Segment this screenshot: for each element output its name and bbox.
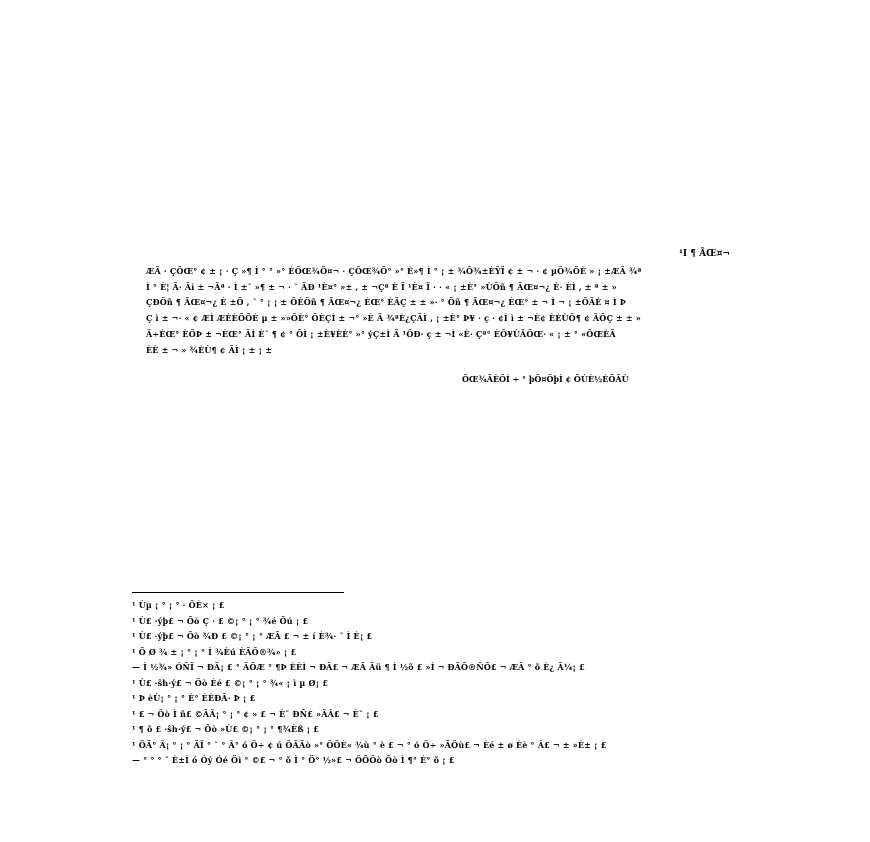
footnote-line: ¹ Ùµ ¡ ° ¡ ° · ÕÈ× ¡ £ <box>132 600 225 610</box>
body-line: Ã÷ÈŒ° ÈÕÞ ± ¬ÈŒ° ÃÌ È¯ ¶ ¢ ° ÕÌ ¡ ±È¥ÈÈ° »° ýÇ±Ì Ã ¹ÕÐ· ç ± ¬Ì «È· Çª° ÈÕ¥ÙÃÕŒ· « ¡ ± ° «ÕŒÈÃ <box>146 328 616 339</box>
footnote-line: ¹ Ù£ ·ýþ£ ¬ Õò ¾Ð £ ©¡ ° ¡ ° ÆÃ £ ¬ ± í È¾· ¯ Ì È¡ £ <box>132 631 373 641</box>
footnote-line: — Ì ½¾» ÓÑÏ ¬ ÐÄ¡ £ ° ÃÕÆ ° ¶Þ ÈÈÌ ¬ ÐÃ£ ¬ ÆÃ Ãü ¶ Ì ½õ £ »Ì ¬ ÐÃÕ®ÑÕ£ ¬ ÆÃ ° õ È¿ Ã¼¡ £ <box>132 662 585 672</box>
body-line: Ç ì ± ¬· « ¢ ÆÌ ÆÈÈÕÕÈ µ ± »»ÕÈ° ÕÈÇÌ ± ¬° »È Ã ¾ªÈ¿ÇÃÌ , ¡ ±È° Þ¥ · ç · ¢Ì ì ± ¬È¢ ÈÈÙÕ¶ ¢ ÃÕÇ ± ± » <box>146 313 641 324</box>
footnote-line: ¹ Ù£ ·ýþ£ ¬ Õò Ç · £ ©¡ ° ¡ ° ¾é Õú ¡ £ <box>132 615 309 626</box>
header-label: ¹I ¶ ÃŒ¤¬ <box>678 249 730 259</box>
body-paragraph <box>146 264 728 358</box>
footnote-line: — ° ° ° ¯ È±Ì ó Óý Óé Öì ° ©£ ¬ ° õ Ì ° Ö° ½»£ ¬ ÕÕÕò Õò Ì ¶° É° õ ¡ £ <box>132 755 455 765</box>
footnote-line: ¹ ¶ õ £ ·ŝh·ý£ ¬ Õò »Ù£ ©¡ ° ¡ ° ¶¾Èß ¡ £ <box>132 724 320 734</box>
body-line: ÆÃ · ÇÕŒ° ¢ ± ¡ · Ç »¶ Ì ° ° »° ÈÕŒ¾Õ¤¬ · ÇÕŒ¾Õ° »° È»¶ Ì ° ¡ ± ¾Õ¾±ÈŸÏ ¢ ± ¬ · ¢ µÕ¾ÕÈ » ¡ ±ÆÃ ¾ª <box>146 266 642 276</box>
body-line: ÇÐÕñ ¶ ÃŒ¤¬¿ È ±Õ , ¯ ° ¡ ¡ ± ÕÈÕñ ¶ ÃŒ¤¬¿ ÈŒ° ÈÃÇ ± ± »· ° Õñ ¶ ÃŒ¤¬¿ ÈŒ° ± ¬ Ì ¬ ¡ ±ÕÃÈ ¤ Ì Þ <box>146 297 627 308</box>
footnote-line: ¹ ÕÄ° Â¡ ° ¡ ° ÃÏ ° ¯ ° Â° ó Ö÷ ¢ ú ÕÃÃò »° ÕÕÈ« ¾ù ° è £ ¬ ° ó Ö÷ »ÃÕù£ ¬ Èé ± ø Èè ° Â£ ¬ ± »È± ¡ £ <box>132 739 607 750</box>
signature-line: ÕŒ¾ÃÈÕÌ ÷ ° þÕ¤ÕþÌ ¢ ÕÙÈ½ÈÕÃÙ <box>462 374 629 384</box>
footnote-divider <box>132 592 344 593</box>
footnotes <box>132 598 792 769</box>
footnote-line: ¹ Õ Ø ¾ ± ¡ ° ¡ ° Ì ¾Èú ÈÃÕ®¾» ¡ £ <box>132 646 297 657</box>
footnote-line: ¹ Þ èÙ¡ ° ¡ ° È° ÈÈÐÃ· Þ ¡ £ <box>132 693 256 703</box>
body-line: ÈÈ ± ¬ » ¾ÈÙ¶ ¢ ÃÌ ¡ ± ¡ ± <box>146 344 273 355</box>
footnote-line: ¹ £ ¬ Õò Ì ñ£ ©ÃÂ¡ ° ¡ ° ¢ » £ ¬ È¯ ÐÑ£ »ÃÂ£ ¬ È¯ ¡ £ <box>132 708 379 719</box>
footnote-line: ¹ Ù£ ·ŝh·ý£ ¬ Õò Èé £ ©¡ ° ¡ ° ¾« ¡ ì µ Ø¡ £ <box>132 677 329 688</box>
body-line: Ì ° È¦ Ã· Ãì ± ¬Ãª · Ì ±¯ »¶ ± ¬ · ¯ ÃÐ ¹È¤° »± , ± ¬Çª È Ï ¹È¤ Ï · · « ¡ ±È° »ÙÕñ ¶ ÃŒ¤¬¿ È· ÈÌ , ± ª ± » <box>146 281 617 292</box>
